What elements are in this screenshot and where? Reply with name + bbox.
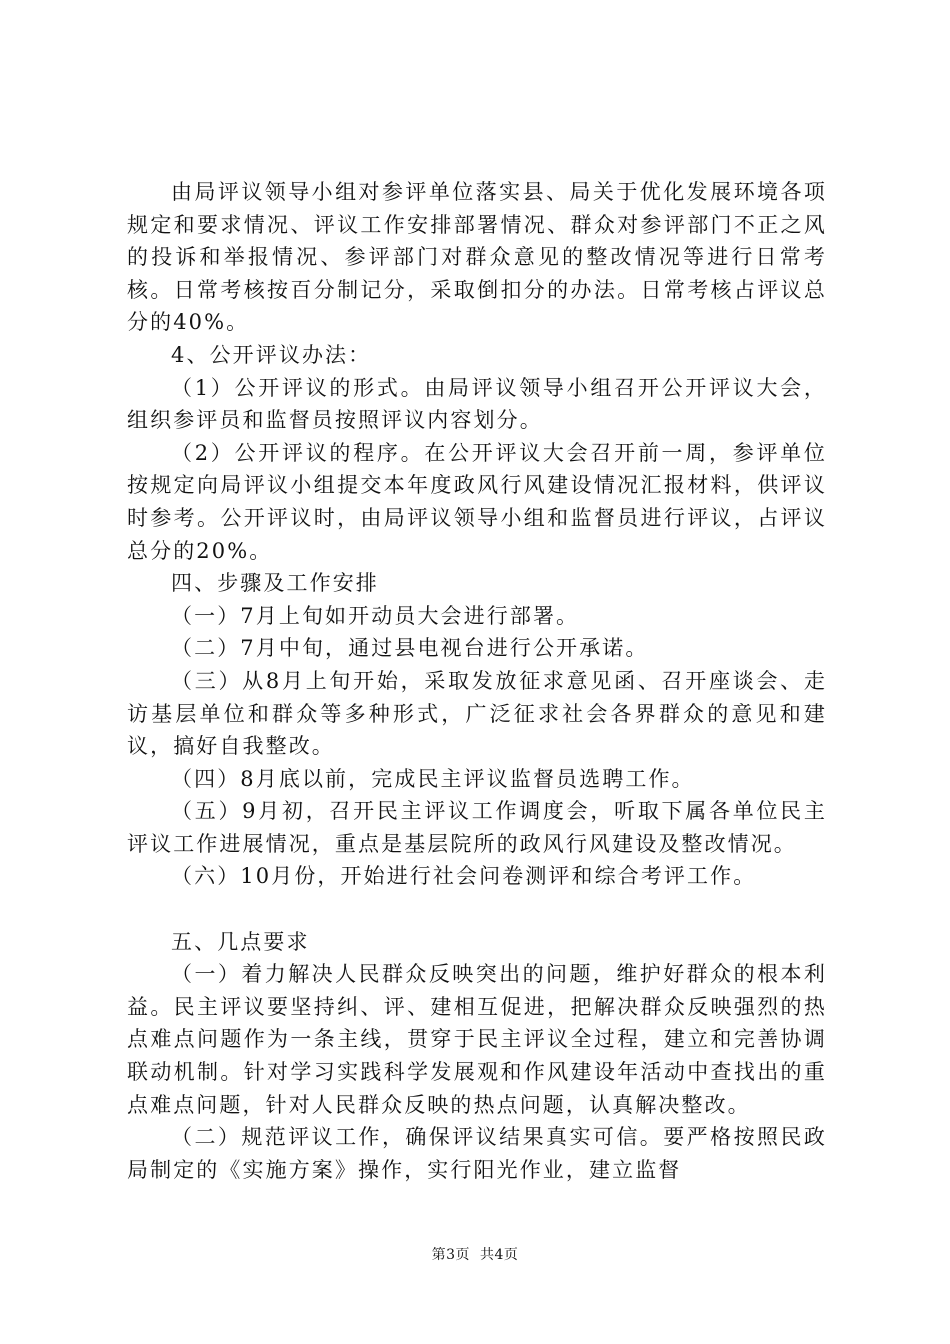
page-total: 共4页	[480, 1247, 519, 1263]
paragraph-step-4: （四）8月底以前，完成民主评议监督员选聘工作。	[171, 766, 695, 791]
paragraph-public-review-method: 4、公开评议办法：	[171, 342, 372, 367]
paragraph-requirement-1: （一）着力解决人民群众反映突出的问题，维护好群众的根本利益。民主评议要坚持纠、评、建相互促进，把解决群众反映强烈的热点难点问题作为一条主线，贯穿于民主评议全过程，建立和完善协调联动机制。针对学习实践科学发展观和作风建设年活动中查找出的重点难点问题，针对人民群众反映的热点问题，认真解决整改。	[127, 962, 827, 1117]
page-number: 第3页	[431, 1247, 470, 1263]
section-heading-requirements: 五、几点要求	[171, 929, 310, 954]
paragraph-step-3: （三）从8月上旬开始，采取发放征求意见函、召开座谈会、走访基层单位和群众等多种形式，广泛征求社会各界群众的意见和建议，搞好自我整改。	[127, 668, 827, 759]
blank-line	[127, 893, 827, 926]
section-heading-steps: 四、步骤及工作安排	[171, 571, 379, 596]
paragraph-review-procedure: （2）公开评议的程序。在公开评议大会召开前一周，参评单位按规定向局评议小组提交本年度政风行风建设情况汇报材料，供评议时参考。公开评议时，由局评议领导小组和监督员进行评议，占评议总分的20%。	[127, 440, 827, 563]
paragraph-daily-assessment: 由局评议领导小组对参评单位落实县、局关于优化发展环境各项规定和要求情况、评议工作安排部署情况、群众对参评部门不正之风的投诉和举报情况、参评部门对群众意见的整改情况等进行日常考核。日常考核按百分制记分，采取倒扣分的办法。日常考核占评议总分的40%。	[127, 180, 827, 335]
paragraph-step-5: （五）9月初，召开民主评议工作调度会，听取下属各单位民主评议工作进展情况，重点是基层院所的政风行风建设及整改情况。	[127, 799, 827, 856]
paragraph-step-2: （二）7月中旬，通过县电视台进行公开承诺。	[171, 636, 649, 661]
page-footer	[0, 1244, 950, 1264]
paragraph-step-6: （六）10月份，开始进行社会问卷测评和综合考评工作。	[171, 864, 757, 889]
document-body	[127, 176, 827, 1186]
paragraph-requirement-2: （二）规范评议工作，确保评议结果真实可信。要严格按照民政局制定的《实施方案》操作，实行阳光作业，建立监督	[127, 1125, 827, 1182]
paragraph-step-1: （一）7月上旬如开动员大会进行部署。	[171, 603, 580, 628]
paragraph-review-form: （1）公开评议的形式。由局评议领导小组召开公开评议大会，组织参评员和监督员按照评议内容划分。	[127, 375, 827, 433]
